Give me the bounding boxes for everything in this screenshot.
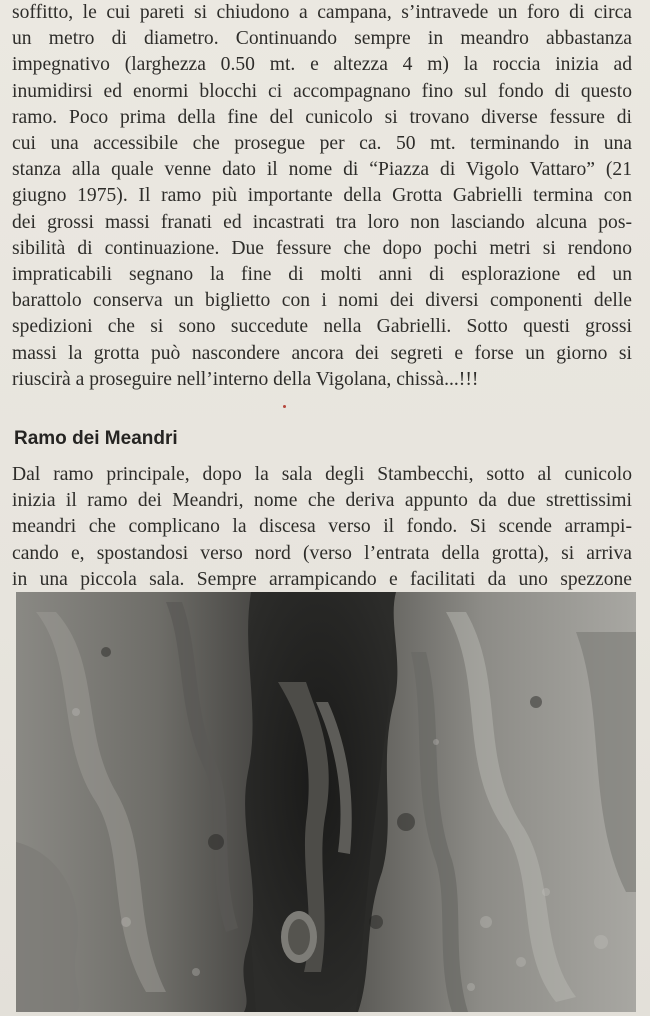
body-paragraph-1 <box>12 0 632 393</box>
text-line: dei grossi massi franati ed incastrati tra loro non lasciando alcuna pos- <box>12 211 632 233</box>
body-paragraph-2 <box>12 462 632 593</box>
text-line: soffitto, le cui pareti si chiudono a campana, s’intravede un foro di circa <box>12 2 632 23</box>
text-line: un metro di diametro. Continuando sempre in meandro abbastanza <box>12 28 632 50</box>
text-line: inizia il ramo dei Meandri, nome che deriva appunto da due strettissimi <box>12 490 632 512</box>
text-line: ramo. Poco prima della fine del cunicolo si trovano diverse fessure di <box>12 106 632 128</box>
text-line: impegnativo (larghezza 0.50 mt. e altezza 4 m) la roccia inizia ad <box>12 54 632 76</box>
text-line: meandri che complicano la discesa verso il fondo. Si scende arrampi- <box>12 516 632 538</box>
text-line: Dal ramo principale, dopo la sala degli Stambecchi, sotto al cunicolo <box>12 464 632 485</box>
text-line: inumidirsi ed enormi blocchi ci accompagnano fino sul fondo di questo <box>12 80 632 102</box>
text-line: sibilità di continuazione. Due fessure che dopo pochi metri si rendono <box>12 237 632 259</box>
cave-photograph <box>16 592 636 1012</box>
section-heading: Ramo dei Meandri <box>14 428 178 449</box>
text-line: massi la grotta può nascondere ancora dei segreti e forse un giorno si <box>12 342 632 364</box>
ink-speck <box>283 405 286 408</box>
text-line: cui una accessibile che prosegue per ca. 50 mt. terminando in una <box>12 133 632 155</box>
text-line: giugno 1975). Il ramo più importante della Grotta Gabrielli termina con <box>12 185 632 207</box>
text-line: impraticabili segnano la fine di molti anni di esplorazione ed un <box>12 264 632 286</box>
text-line: in una piccola sala. Sempre arrampicando e facilitati da uno spezzone <box>12 568 632 590</box>
text-line: barattolo conserva un biglietto con i nomi dei diversi componenti delle <box>12 290 632 312</box>
text-line: cando e, spostandosi verso nord (verso l’entrata della grotta), si arriva <box>12 542 632 564</box>
text-line: spedizioni che si sono succedute nella Gabrielli. Sotto questi grossi <box>12 316 632 338</box>
text-line: stanza alla quale venne dato il nome di “Piazza di Vigolo Vattaro” (21 <box>12 159 632 181</box>
text-line: riuscirà a proseguire nell’interno della Vigolana, chissà...!!! <box>12 368 479 390</box>
